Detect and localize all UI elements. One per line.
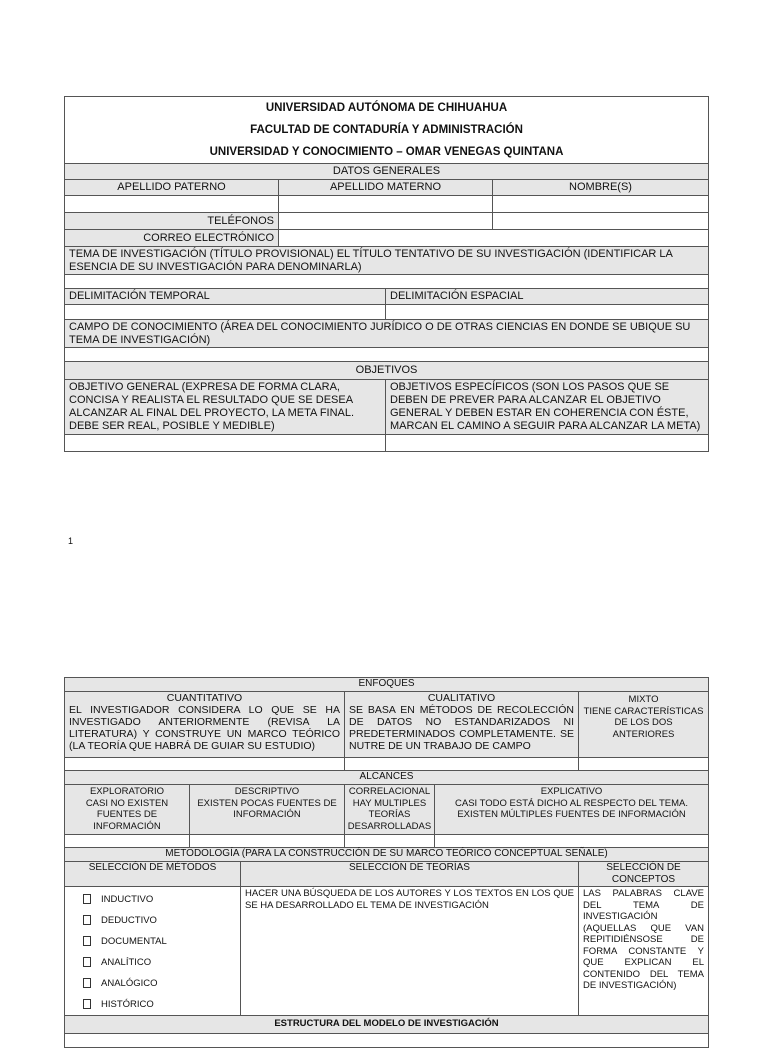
delimitacion-temporal-field[interactable] — [65, 305, 386, 320]
exploratorio-title: EXPLORATORIO — [89, 786, 165, 797]
descriptivo-field[interactable] — [190, 835, 345, 848]
estructura-field[interactable] — [65, 1034, 709, 1048]
mixto-title: MIXTO — [628, 694, 659, 705]
metodos-title: SELECCIÓN DE MÉTODOS — [65, 862, 241, 887]
objetivo-general-field[interactable] — [65, 435, 386, 452]
objetivos-especificos-field[interactable] — [386, 435, 709, 452]
cualitativo-field[interactable] — [345, 758, 579, 771]
apellido-paterno-field[interactable] — [65, 196, 279, 213]
cuantitativo-text: EL INVESTIGADOR CONSIDERA LO QUE SE HA INVESTIGADO ANTERIORMENTE (REVISA LA LITERATURA) Y CONSTRUYE UN MARCO TEÓRICO (LA TEORÍA QUE HABRÁ DE GUIAR SU ESTUDIO) — [69, 704, 340, 752]
cualitativo-text: SE BASA EN MÉTODOS DE RECOLECCIÓN DE DATOS NO ESTANDARIZADOS NI PREDETERMINADOS COMPLETAMENTE. SE NUTRE DE UN TRABAJO DE CAMPO — [349, 704, 574, 752]
research-approach-form — [64, 677, 709, 1048]
mixto-field[interactable] — [579, 758, 709, 771]
explicativo-text: CASI TODO ESTÁ DICHO AL RESPECTO DEL TEMA. EXISTEN MÚLTIPLES FUENTES DE INFORMACIÓN — [455, 797, 688, 820]
enfoques-title: ENFOQUES — [65, 678, 709, 692]
metodos-list — [65, 889, 240, 1015]
checkbox-icon[interactable] — [83, 957, 91, 967]
campo-field[interactable] — [65, 348, 709, 362]
exploratorio-text: CASI NO EXISTEN FUENTES DE INFORMACIÓN — [85, 797, 169, 832]
explicativo-field[interactable] — [435, 835, 709, 848]
metodo-historico[interactable]: HISTÓRICO — [83, 994, 240, 1015]
checkbox-icon[interactable] — [83, 894, 91, 904]
descriptivo-cell — [190, 785, 345, 835]
delimitacion-temporal-label: DELIMITACIÓN TEMPORAL — [65, 289, 386, 305]
metodologia-title: METODOLOGÍA (PARA LA CONSTRUCCIÓN DE SU MARCO TEÓRICO CONCEPTUAL SEÑALE) — [65, 848, 709, 862]
cuantitativo-cell — [65, 692, 345, 758]
objetivos-especificos-label: OBJETIVOS ESPECÍFICOS (SON LOS PASOS QUE SE DEBEN DE PREVER PARA ALCANZAR EL OBJETIVO GENERAL Y DEBEN ESTAR EN COHERENCIA CON ÉSTE, MARCAN EL CAMINO A SEGUIR PARA ALCANZAR LA META) — [386, 380, 709, 435]
conceptos-title: SELECCIÓN DE CONCEPTOS — [579, 862, 709, 887]
nombre-field[interactable] — [493, 196, 709, 213]
cuantitativo-title: CUANTITATIVO — [166, 692, 243, 704]
university-name: UNIVERSIDAD AUTÓNOMA DE CHIHUAHUA — [265, 102, 508, 114]
campo-label: CAMPO DE CONOCIMIENTO (ÁREA DEL CONOCIMIENTO JURÍDICO O DE OTRAS CIENCIAS EN DONDE SE UBIQUE SU TEMA DE INVESTIGACIÓN) — [65, 320, 709, 348]
mixto-text: TIENE CARACTERÍSTICAS DE LOS DOS ANTERIORES — [583, 705, 704, 740]
explicativo-cell — [435, 785, 709, 835]
descriptivo-text: EXISTEN POCAS FUENTES DE INFORMACIÓN — [197, 797, 337, 820]
checkbox-icon[interactable] — [83, 999, 91, 1009]
cuantitativo-field[interactable] — [65, 758, 345, 771]
checkbox-icon[interactable] — [83, 936, 91, 946]
correlacional-cell — [345, 785, 435, 835]
correo-field[interactable] — [279, 230, 709, 247]
metodos-cell — [65, 887, 241, 1016]
objetivo-general-label: OBJETIVO GENERAL (EXPRESA DE FORMA CLARA, CONCISA Y REALISTA EL RESULTADO QUE SE DESEA ALCANZAR AL FINAL DEL PROYECTO, LA META FINAL. DEBE SER REAL, POSIBLE Y MEDIBLE) — [65, 380, 386, 435]
delimitacion-espacial-label: DELIMITACIÓN ESPACIAL — [386, 289, 709, 305]
conceptos-text: LAS PALABRAS CLAVE DEL TEMA DE INVESTIGACIÓN (AQUELLAS QUE VAN REPITIDIÉNSOSE DE FORMA CONSTANTE Y QUE EXPLICAN EL CONTENIDO DEL TEMA DE INVESTIGACIÓN) — [579, 887, 709, 1016]
form-header — [65, 97, 709, 164]
exploratorio-cell — [65, 785, 190, 835]
descriptivo-title: DESCRIPTIVO — [234, 786, 300, 797]
correo-label: CORREO ELECTRÓNICO — [65, 230, 279, 247]
tema-field[interactable] — [65, 275, 709, 289]
cualitativo-cell — [345, 692, 579, 758]
cualitativo-title: CUALITATIVO — [427, 692, 496, 704]
metodo-documental[interactable]: DOCUMENTAL — [83, 931, 240, 952]
checkbox-icon[interactable] — [83, 915, 91, 925]
mixto-cell — [579, 692, 709, 758]
datos-generales-title: DATOS GENERALES — [65, 164, 709, 180]
metodo-analogico[interactable]: ANALÓGICO — [83, 973, 240, 994]
teorias-text: HACER UNA BÚSQUEDA DE LOS AUTORES Y LOS TEXTOS EN LOS QUE SE HA DESARROLLADO EL TEMA DE INVESTIGACIÓN — [241, 887, 579, 1016]
page-number: 1 — [68, 536, 74, 546]
telefonos-label: TELÉFONOS — [65, 213, 279, 230]
delimitacion-espacial-field[interactable] — [386, 305, 709, 320]
apellido-materno-field[interactable] — [279, 196, 493, 213]
apellido-materno-label: APELLIDO MATERNO — [279, 180, 493, 196]
explicativo-title: EXPLICATIVO — [540, 786, 603, 797]
telefonos-field-2[interactable] — [493, 213, 709, 230]
estructura-title: ESTRUCTURA DEL MODELO DE INVESTIGACIÓN — [65, 1016, 709, 1034]
correlacional-title: CORRELACIONAL — [348, 786, 431, 797]
apellido-paterno-label: APELLIDO PATERNO — [65, 180, 279, 196]
checkbox-icon[interactable] — [83, 978, 91, 988]
teorias-title: SELECCIÓN DE TEORÍAS — [241, 862, 579, 887]
metodo-deductivo[interactable]: DEDUCTIVO — [83, 910, 240, 931]
nombre-label: NOMBRE(S) — [493, 180, 709, 196]
objetivos-title: OBJETIVOS — [65, 362, 709, 380]
general-data-form — [64, 96, 709, 452]
correlacional-text: HAY MULTIPLES TEORÍAS DESARROLLADAS — [347, 797, 432, 832]
metodo-inductivo[interactable]: INDUCTIVO — [83, 889, 240, 910]
alcances-title: ALCANCES — [65, 771, 709, 785]
telefonos-field[interactable] — [279, 213, 493, 230]
faculty-name: FACULTAD DE CONTADURÍA Y ADMINISTRACIÓN — [250, 124, 523, 136]
exploratorio-field[interactable] — [65, 835, 190, 848]
metodo-analitico[interactable]: ANALÍTICO — [83, 952, 240, 973]
correlacional-field[interactable] — [345, 835, 435, 848]
course-name: UNIVERSIDAD Y CONOCIMIENTO – OMAR VENEGAS QUINTANA — [209, 146, 564, 158]
tema-label: TEMA DE INVESTIGACIÓN (TÍTULO PROVISIONAL) EL TÍTULO TENTATIVO DE SU INVESTIGACIÓN (IDENTIFICAR LA ESENCIA DE SU INVESTIGACIÓN PARA DENOMINARLA) — [65, 247, 709, 275]
